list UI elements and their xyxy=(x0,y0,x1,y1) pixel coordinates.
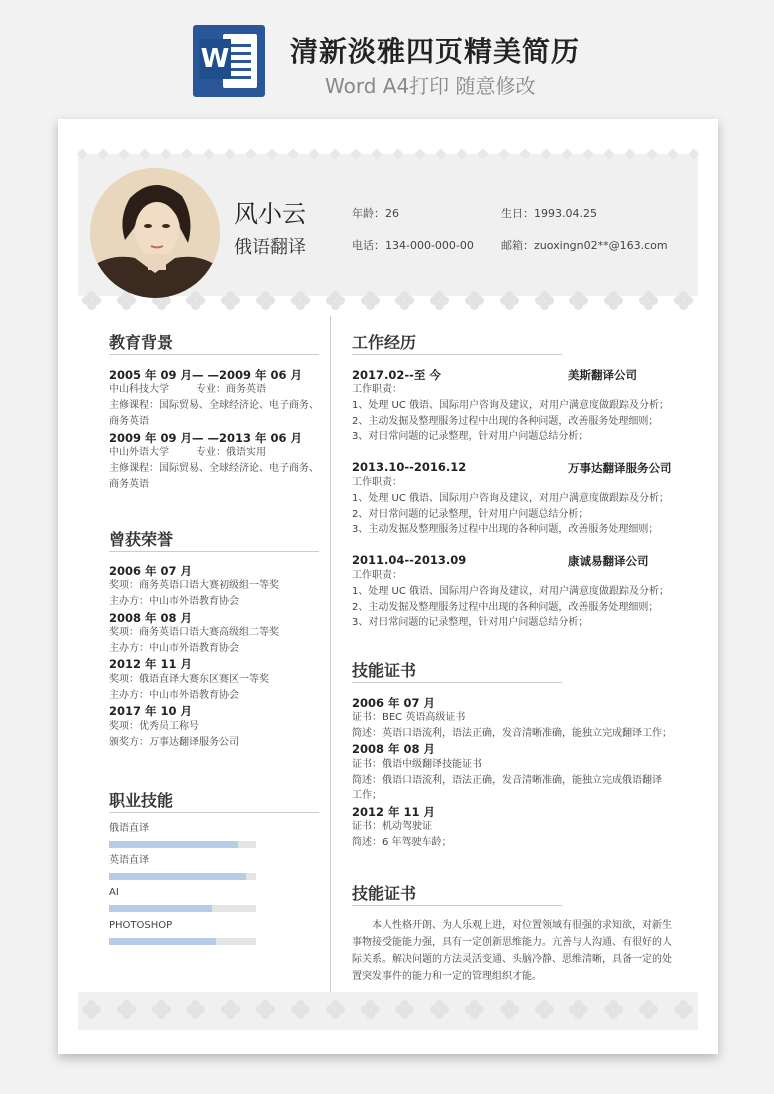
word-icon: W xyxy=(193,25,265,97)
work-line: 1、处理 UC 俄语、国际用户咨询及建议，对用户满意度做跟踪及分析； xyxy=(352,493,670,504)
honor-date: 2006 年 07 月 xyxy=(109,564,193,578)
clover-ornament xyxy=(604,291,624,311)
skill-bar-fill xyxy=(109,873,246,880)
skill-label: 英语直译 xyxy=(109,855,149,866)
skills-heading: 职业技能 xyxy=(109,791,174,810)
work-date: 2011.04--2013.09 xyxy=(352,553,467,567)
edu-school: 中山外语大学 xyxy=(109,447,169,458)
clover-ornament xyxy=(465,291,485,311)
profile-age: 年龄：26 xyxy=(352,207,399,220)
clover-ornament xyxy=(361,291,381,311)
section-underline xyxy=(109,812,319,813)
clover-ornament xyxy=(152,1000,172,1020)
clover-ornament xyxy=(221,291,241,311)
skill-bar-fill xyxy=(109,905,212,912)
honor-award: 奖项：商务英语口语大赛高级组二等奖 xyxy=(109,627,279,638)
certs-heading: 技能证书 xyxy=(352,661,417,680)
clover-ornament xyxy=(639,1000,659,1020)
skill-label: PHOTOSHOP xyxy=(109,920,173,931)
cert-desc: 简述：俄语口语流利，语法正确，发音清晰准确，能独立完成俄语翻译 xyxy=(352,775,662,786)
resume-page xyxy=(58,119,718,1054)
work-date: 2013.10--2016.12 xyxy=(352,460,467,474)
work-duty: 工作职责： xyxy=(352,384,402,395)
cert-name: 证书：BEC 英语高级证书 xyxy=(352,712,466,723)
clover-border-bottom xyxy=(82,1000,694,1020)
skill-bar xyxy=(109,873,256,880)
skill-bar xyxy=(109,841,256,848)
work-company: 康诚易翻译公司 xyxy=(568,554,649,568)
clover-ornament xyxy=(82,291,102,311)
clover-ornament xyxy=(256,291,276,311)
skill-label: 俄语直译 xyxy=(109,823,149,834)
edu-major: 专业：商务英语 xyxy=(196,384,266,395)
section-underline xyxy=(109,551,319,552)
cert-name: 证书：机动驾驶证 xyxy=(352,821,432,832)
column-divider xyxy=(330,316,331,992)
work-line: 3、主动发掘及整理服务过程中出现的各种问题，改善服务处理细则； xyxy=(352,524,659,535)
cert-desc: 工作； xyxy=(352,790,382,801)
skill-bar xyxy=(109,938,256,945)
section-underline xyxy=(109,354,319,355)
work-line: 2、主动发掘及整理服务过程中出现的各种问题，改善服务处理细则； xyxy=(352,416,659,427)
work-line: 1、处理 UC 俄语、国际用户咨询及建议，对用户满意度做跟踪及分析； xyxy=(352,400,670,411)
cert-date: 2012 年 11 月 xyxy=(352,805,436,819)
clover-ornament xyxy=(326,1000,346,1020)
profile-email: 邮箱：zuoxingn02**@163.com xyxy=(501,239,668,252)
honor-org: 主办方：中山市外语教育协会 xyxy=(109,596,239,607)
clover-ornament xyxy=(430,1000,450,1020)
section-underline xyxy=(352,682,562,683)
honor-date: 2012 年 11 月 xyxy=(109,657,193,671)
clover-ornament xyxy=(256,1000,276,1020)
about-text: 本人性格开朗、为人乐观上进，对位置领域有很强的求知欲，对新生事物接受能能力强，具有一定创新思维能力。亢善与人沟通、有很好的人际关系。解决问题的方法灵活变通、头脑冷静、思维清晰，具备一定的处置突发事件的能力和一定的管理组织才能。 xyxy=(352,920,672,982)
clover-ornament xyxy=(326,291,346,311)
work-heading: 工作经历 xyxy=(352,333,417,352)
edu-course: 商务英语 xyxy=(109,479,149,490)
honors-heading: 曾获荣誉 xyxy=(109,530,174,549)
profile-phone: 电话：134-000-000-00 xyxy=(352,239,474,252)
honor-award: 奖项：商务英语口语大赛初级组一等奖 xyxy=(109,580,279,591)
clover-ornament xyxy=(395,291,415,311)
work-line: 3、对日常问题的记录整理，针对用户问题总结分析； xyxy=(352,617,589,628)
clover-ornament xyxy=(82,1000,102,1020)
clover-ornament xyxy=(500,1000,520,1020)
cert-date: 2006 年 07 月 xyxy=(352,696,436,710)
clover-ornament xyxy=(186,291,206,311)
honor-org: 主办方：中山市外语教育协会 xyxy=(109,643,239,654)
clover-ornament xyxy=(117,1000,137,1020)
work-date: 2017.02--至 今 xyxy=(352,368,441,382)
cert-date: 2008 年 08 月 xyxy=(352,742,436,756)
work-company: 万事达翻译服务公司 xyxy=(568,461,672,475)
clover-ornament xyxy=(395,1000,415,1020)
honor-date: 2017 年 10 月 xyxy=(109,704,193,718)
clover-ornament xyxy=(221,1000,241,1020)
honor-org: 主办方：中山市外语教育协会 xyxy=(109,690,239,701)
clover-ornament xyxy=(291,291,311,311)
clover-ornament xyxy=(535,291,555,311)
work-duty: 工作职责： xyxy=(352,570,402,581)
work-line: 2、对日常问题的记录整理，针对用户问题总结分析； xyxy=(352,509,589,520)
clover-ornament xyxy=(674,1000,694,1020)
clover-ornament xyxy=(569,1000,589,1020)
clover-ornament xyxy=(500,291,520,311)
profile-name: 风小云 xyxy=(234,200,306,228)
edu-course: 主修课程：国际贸易、全球经济论、电子商务、 xyxy=(109,463,319,474)
education-heading: 教育背景 xyxy=(109,333,174,352)
edu-school: 中山科技大学 xyxy=(109,384,169,395)
edu-date: 2005 年 09 月— —2009 年 06 月 xyxy=(109,368,303,382)
section-underline xyxy=(352,354,562,355)
clover-ornament xyxy=(674,291,694,311)
clover-ornament xyxy=(569,291,589,311)
edu-course: 主修课程：国际贸易、全球经济论、电子商务、 xyxy=(109,400,319,411)
honor-date: 2008 年 08 月 xyxy=(109,611,193,625)
clover-ornament xyxy=(186,1000,206,1020)
honor-award: 奖项：优秀员工称号 xyxy=(109,721,199,732)
clover-ornament xyxy=(535,1000,555,1020)
banner-subtitle: Word A4打印 随意修改 xyxy=(325,74,536,98)
skill-bar xyxy=(109,905,256,912)
work-line: 3、对日常问题的记录整理，针对用户问题总结分析； xyxy=(352,431,589,442)
cert-name: 证书：俄语中级翻译技能证书 xyxy=(352,759,482,770)
edu-date: 2009 年 09 月— —2013 年 06 月 xyxy=(109,431,303,445)
avatar xyxy=(90,168,220,298)
skill-label: AI xyxy=(109,887,119,898)
about-heading: 技能证书 xyxy=(352,884,417,903)
banner xyxy=(0,0,774,110)
work-line: 2、主动发掘及整理服务过程中出现的各种问题，改善服务处理细则； xyxy=(352,602,659,613)
edu-course: 商务英语 xyxy=(109,416,149,427)
section-underline xyxy=(352,905,562,906)
honor-award: 奖项：俄语直译大赛东区赛区一等奖 xyxy=(109,674,269,685)
profile-birth: 生日：1993.04.25 xyxy=(501,207,597,220)
clover-ornament xyxy=(291,1000,311,1020)
skill-bar-fill xyxy=(109,938,216,945)
honor-org: 颁奖方：万事达翻译服务公司 xyxy=(109,737,239,748)
clover-ornament xyxy=(361,1000,381,1020)
edu-major: 专业：俄语实用 xyxy=(196,447,266,458)
cert-desc: 简述：6 年驾驶车龄； xyxy=(352,837,452,848)
clover-ornament xyxy=(604,1000,624,1020)
clover-ornament xyxy=(430,291,450,311)
profile-job: 俄语翻译 xyxy=(234,237,306,258)
clover-ornament xyxy=(639,291,659,311)
work-company: 美斯翻译公司 xyxy=(568,368,637,382)
work-duty: 工作职责： xyxy=(352,477,402,488)
skill-bar-fill xyxy=(109,841,238,848)
top-zigzag xyxy=(78,150,698,158)
clover-ornament xyxy=(465,1000,485,1020)
work-line: 1、处理 UC 俄语、国际用户咨询及建议，对用户满意度做跟踪及分析； xyxy=(352,586,670,597)
banner-title: 清新淡雅四页精美简历 xyxy=(290,35,581,68)
cert-desc: 简述：英语口语流利，语法正确，发音清晰准确，能独立完成翻译工作； xyxy=(352,728,672,739)
